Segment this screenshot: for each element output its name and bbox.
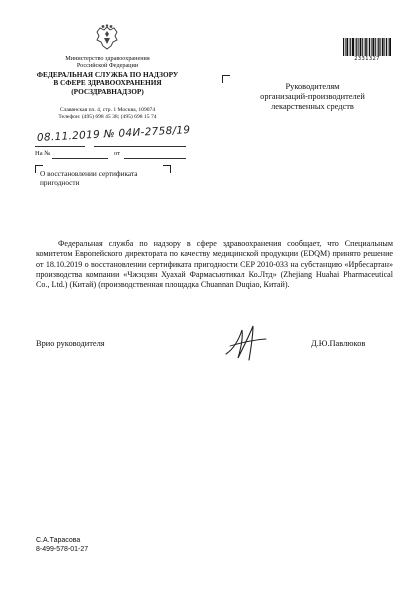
recipient-line-2: организаций-производителей [260, 92, 365, 101]
recipient-line-3: лекарственных средств [271, 102, 354, 111]
service-line-2: В СФЕРЕ ЗДРАВООХРАНЕНИЯ [53, 78, 162, 88]
executor-name: С.А.Тарасова [36, 537, 81, 544]
handwritten-signature [222, 322, 268, 364]
subject-line-1: О восстановлении сертификата [40, 169, 138, 178]
recipient-corner-mark [222, 75, 230, 83]
subject-corner-right [163, 165, 171, 173]
recipient-line-1: Руководителям [285, 82, 340, 91]
recipient-block [245, 82, 380, 112]
handwritten-date-number: 08.11.2019 № 04И-2758/19 [36, 123, 191, 144]
service-line-3: (РОСЗДРАВНАДЗОР) [71, 86, 144, 96]
barcode-number: 2331327 [354, 56, 380, 62]
executor-phone: 8-499-578-01-27 [36, 546, 89, 553]
reference-from-label: от [114, 150, 121, 157]
subject-line-2: пригодности [40, 178, 80, 187]
ministry-line-1: Министерство здравоохранения [65, 55, 150, 62]
address-line-2: Телефон: (495) 698 45 38; (495) 698 15 74 [58, 114, 157, 120]
letter-body [36, 239, 393, 290]
signatory-name: Д.Ю.Павлюков [311, 339, 366, 348]
ministry-line-2: Российской Федерации [76, 62, 139, 70]
ministry-name [20, 55, 195, 69]
subject-block [40, 169, 158, 187]
barcode [343, 38, 391, 56]
service-line-1: ФЕДЕРАЛЬНАЯ СЛУЖБА ПО НАДЗОРУ [36, 70, 179, 79]
date-underline [35, 146, 85, 147]
executor-block [36, 536, 88, 554]
number-underline [94, 146, 186, 147]
coat-of-arms-icon [94, 24, 120, 52]
reference-number-label: На № [35, 150, 51, 157]
letter-body-paragraph: Федеральная служба по надзору в сфере здравоохранения сообщает, что Специальным комитетом Европейского директората по качеству медицинской продукции (EDQM) принято решение от 18.10.2019 о восстановлении сертификата пригодности CEP 2010-033 на субстанцию «Ирбесартан» производства компании «Чжэцзян Хуахай Фармасьютикал Ко.Лтд» (Zhejiang Huahai Pharmaceutical Co., Ltd.) (Китай) (производственная площадка Chuannan Duqiao, Китай). [36, 239, 393, 290]
address-line-1: Славянская пл. 4, стр. 1 Москва, 109074 [59, 107, 156, 113]
service-name [20, 71, 195, 96]
signatory-title: Врио руководителя [36, 339, 105, 348]
organization-address [20, 107, 195, 121]
reference-number-line [52, 158, 108, 159]
reference-from-line [124, 158, 186, 159]
